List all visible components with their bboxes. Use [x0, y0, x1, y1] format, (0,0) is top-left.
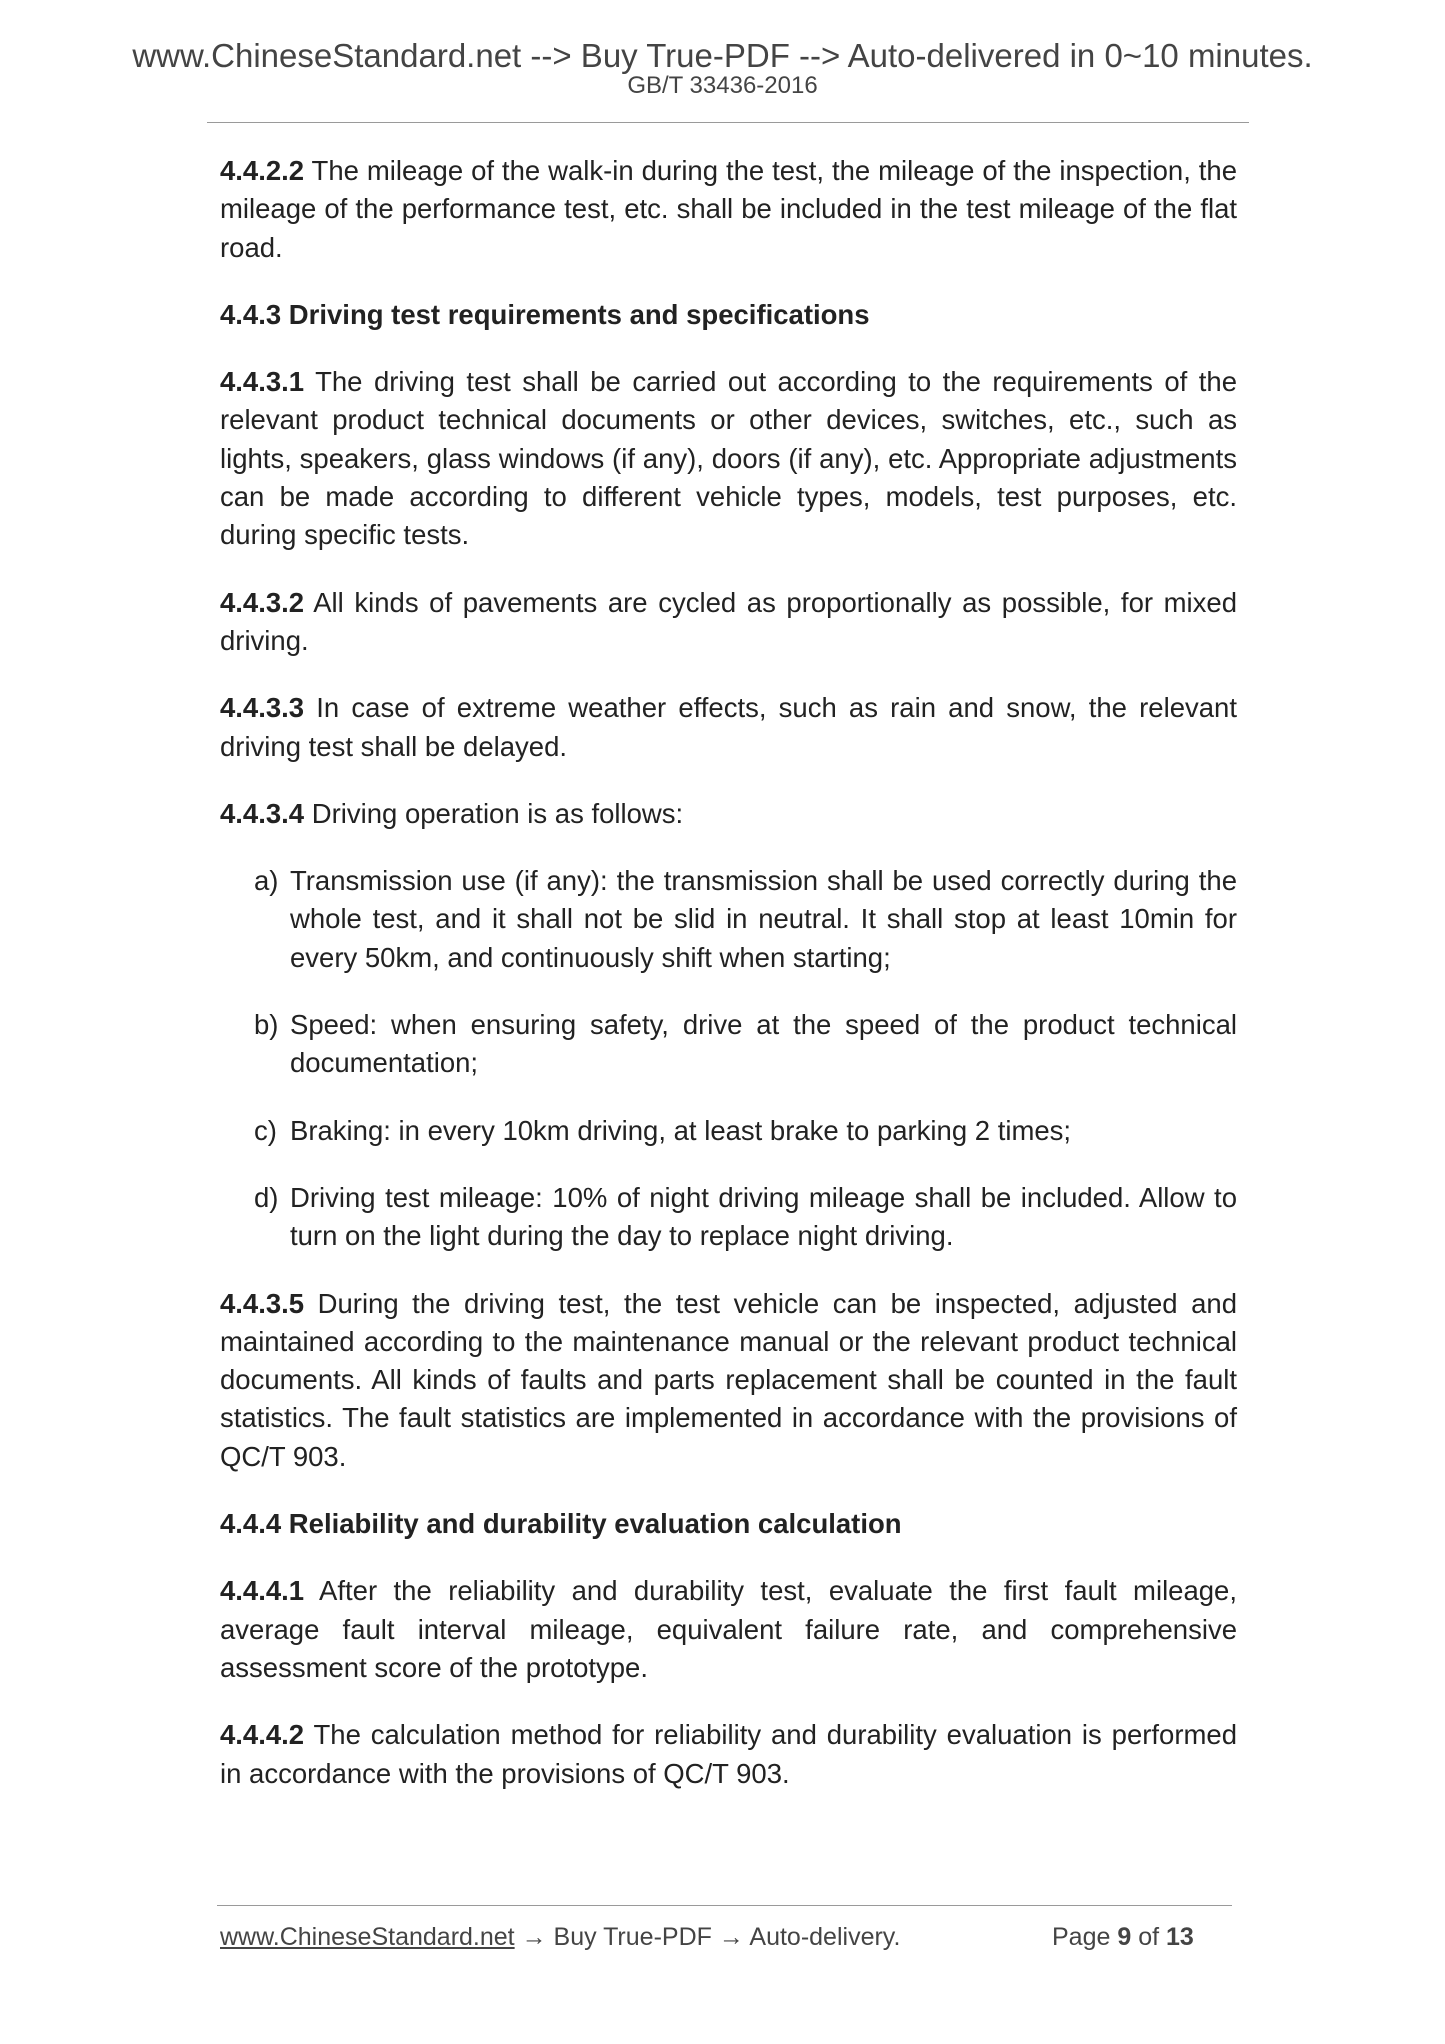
clause-number: 4.4.3.3	[220, 692, 305, 724]
page-indicator	[1052, 1922, 1194, 1952]
list-marker: b)	[254, 1009, 279, 1041]
list-item-a	[254, 862, 1237, 977]
clause-text: After the reliability and durability test, evaluate the first fault mileage, average fault interval mileage, equivalent failure rate, and comprehensive assessment score of the prototype.	[220, 1575, 1237, 1683]
clause-4-4-3-3	[220, 689, 1237, 766]
section-heading-4-4-4: 4.4.4 Reliability and durability evaluation calculation	[220, 1508, 902, 1540]
list-item-text: Driving test mileage: 10% of night driving mileage shall be included. Allow to turn on the light during the day to replace night driving.	[290, 1181, 1237, 1252]
clause-4-4-2-2	[220, 152, 1237, 267]
page-of-label: of	[1131, 1923, 1166, 1951]
page-number: 9	[1117, 1923, 1132, 1951]
clause-text: The driving test shall be carried out according to the requirements of the relevant product technical documents or other devices, switches, etc., such as lights, speakers, glass windows (if any), doors (if any), etc. Appropriate adjustments can be made according to different vehicle types, models, test purposes, etc. during specific tests.	[220, 366, 1237, 551]
footer-divider	[217, 1905, 1232, 1906]
clause-text: Driving operation is as follows:	[304, 797, 684, 829]
clause-4-4-3-5	[220, 1285, 1237, 1476]
clause-text: All kinds of pavements are cycled as proportionally as possible, for mixed driving.	[220, 586, 1237, 656]
section-heading-4-4-3: 4.4.3 Driving test requirements and specifications	[220, 298, 870, 330]
clause-4-4-3-4	[220, 795, 1237, 833]
header-banner: www.ChineseStandard.net --> Buy True-PDF --> Auto-delivered in 0~10 minutes.	[132, 37, 1313, 74]
document-id: GB/T 33436-2016	[627, 72, 818, 99]
footer-tagline: → Buy True-PDF → Auto-delivery.	[514, 1923, 901, 1951]
list-item-c	[254, 1112, 1237, 1150]
clause-number: 4.4.2.2	[220, 155, 305, 186]
clause-number: 4.4.3.1	[220, 366, 305, 398]
header-divider	[207, 122, 1249, 123]
list-item-text: Braking: in every 10km driving, at least brake to parking 2 times;	[290, 1114, 1072, 1146]
clause-number: 4.4.4.2	[220, 1719, 305, 1751]
list-item-d	[254, 1179, 1237, 1256]
clause-4-4-3-2	[220, 584, 1237, 661]
list-marker: d)	[254, 1181, 279, 1213]
clause-text: During the driving test, the test vehicle can be inspected, adjusted and maintained according to the maintenance manual or the relevant product technical documents. All kinds of faults and parts replacement shall be counted in the fault statistics. The fault statistics are implemented in accordance with the provisions of QC/T 903.	[220, 1287, 1237, 1472]
page-label: Page	[1052, 1923, 1118, 1951]
document-body	[220, 152, 1237, 1822]
footer-source	[220, 1922, 900, 1952]
clause-number: 4.4.3.2	[220, 586, 305, 618]
clause-text: The calculation method for reliability and durability evaluation is performed in accordance with the provisions of QC/T 903.	[220, 1719, 1237, 1789]
page-total: 13	[1166, 1923, 1194, 1951]
clause-number: 4.4.3.5	[220, 1287, 305, 1319]
list-item-b	[254, 1006, 1237, 1083]
clause-4-4-4-2	[220, 1716, 1237, 1793]
clause-number: 4.4.4.1	[220, 1575, 305, 1607]
clause-4-4-4-1	[220, 1572, 1237, 1687]
list-item-text: Transmission use (if any): the transmission shall be used correctly during the whole test, and it shall not be slid in neutral. It shall stop at least 10min for every 50km, and continuously shift when starting;	[290, 865, 1237, 973]
clause-number: 4.4.3.4	[220, 797, 305, 829]
clause-4-4-3-1	[220, 363, 1237, 554]
footer-site-link[interactable]: www.ChineseStandard.net	[220, 1923, 515, 1951]
list-marker: a)	[254, 865, 279, 897]
list-marker: c)	[254, 1114, 277, 1146]
clause-text: In case of extreme weather effects, such as rain and snow, the relevant driving test shall be delayed.	[220, 692, 1237, 762]
clause-text: The mileage of the walk-in during the test, the mileage of the inspection, the mileage of the performance test, etc. shall be included in the test mileage of the flat road.	[220, 155, 1237, 263]
list-item-text: Speed: when ensuring safety, drive at the speed of the product technical documentation;	[290, 1009, 1237, 1079]
